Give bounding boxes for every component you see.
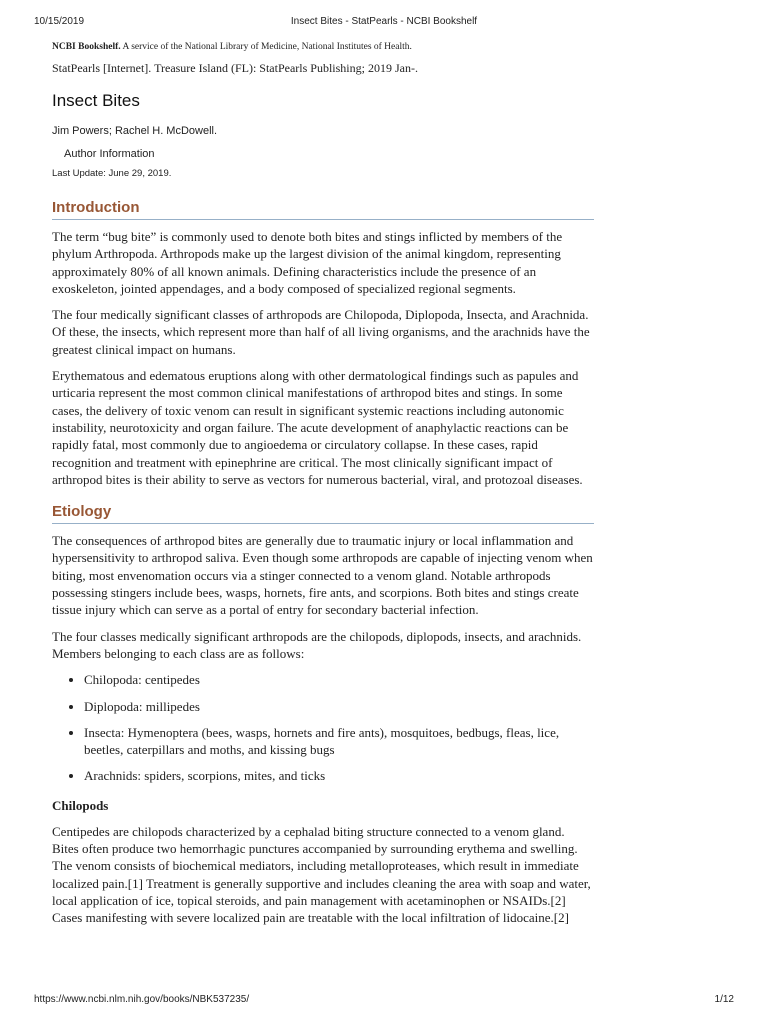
print-header: [34, 16, 734, 30]
bookshelf-brand-link[interactable]: NCBI Bookshelf.: [52, 42, 121, 52]
etiology-paragraph: The four classes medically significant arthropods are the chilopods, diplopods, insects, and arachnids. Members belonging to each class are as follows:: [52, 628, 582, 661]
chilopods-paragraph: Centipedes are chilopods characterized by a cephalad biting structure connected to a venom gland. Bites often produce two hemorrhagic punctures accompanied by surrounding erythema and swelling. The venom consists of biochemical mediators, including metalloproteases, which result in immediate localized pain.[1] Treatment is generally supportive and includes cleaning the area with soap and water, local application of ice, topical steroids, and pain management with acetaminophen or NSAIDs.[2] Cases manifesting with severe localized pain are treatable with the local infiltration of lidocaine.[2]: [52, 823, 591, 926]
introduction-heading: Introduction: [52, 198, 594, 220]
introduction-paragraph: The term “bug bite” is commonly used to denote both bites and stings inflicted by members of the phylum Arthropoda. Arthropods make up the largest division of the animal kingdom, representing approximately 80% of all known animals. Defining characteristics include the presence of an exoskeleton, jointed appendages, and a body composed of specialized regional segments.: [52, 229, 563, 296]
print-page-number: 1/12: [714, 994, 734, 1005]
chilopods-heading: Chilopods: [52, 797, 109, 813]
bookshelf-banner: [52, 40, 594, 54]
list-item: • Insecta: Hymenoptera (bees, wasps, hornets and fire ants), mosquitoes, bedbugs, fleas, lice, beetles, caterpillars and moths, and kissing bugs: [84, 724, 594, 759]
article-content: [52, 40, 594, 927]
print-page-title: Insect Bites - StatPearls - NCBI Bookshelf: [290, 16, 478, 27]
author-information-link[interactable]: Author Information: [64, 148, 155, 160]
print-url: https://www.ncbi.nlm.nih.gov/books/NBK537235/: [34, 994, 250, 1005]
etiology-paragraph: The consequences of arthropod bites are generally due to traumatic injury or local inflammation and hypersensitivity to arthropod saliva. Even though some arthropods are capable of injecting venom when biting, most envenomation occurs via a stinger connected to a venom gland. Notable arthropods possessing stingers include bees, wasps, hornets, fire ants, and scorpions. Both bites and stings create tissue injury which can serve as a portal of entry for secondary bacterial infection.: [52, 533, 593, 618]
list-item: • Chilopoda: centipedes: [84, 671, 594, 688]
bookshelf-service-text: A service of the National Library of Medicine, National Institutes of Health.: [122, 42, 412, 52]
citation: StatPearls [Internet]. Treasure Island (FL): StatPearls Publishing; 2019 Jan-.: [52, 61, 418, 75]
article-title: Insect Bites: [52, 91, 140, 110]
arthropod-classes-list: [52, 671, 594, 784]
print-footer: [34, 994, 734, 1008]
etiology-heading: Etiology: [52, 502, 594, 524]
authors: Jim Powers; Rachel H. McDowell.: [52, 125, 218, 137]
last-update: Last Update: June 29, 2019.: [52, 168, 172, 179]
introduction-paragraph: The four medically significant classes of arthropods are Chilopoda, Diplopoda, Insecta, and Arachnida. Of these, the insects, which represent more than half of all living organisms, and the arachnids have the greatest clinical impact on humans.: [52, 307, 590, 357]
print-date: 10/15/2019: [34, 16, 85, 27]
list-item: • Arachnids: spiders, scorpions, mites, and ticks: [84, 767, 594, 784]
list-item: • Diplopoda: millipedes: [84, 698, 594, 715]
introduction-paragraph: Erythematous and edematous eruptions along with other dermatological findings such as papules and urticaria represent the most common clinical manifestations of arthropod bites and stings. In some cases, the delivery of toxic venom can result in significant systemic reactions including autonomic instability, neurotoxicity and organ failure. The acute development of anaphylactic reactions can be rapidly fatal, most commonly due to angioedema or circulatory collapse. In these cases, rapid recognition and treatment with epinephrine are critical. The most clinically significant impact of arthropod bites is their ability to serve as vectors for numerous bacterial, viral, and protozoal diseases.: [52, 368, 583, 487]
